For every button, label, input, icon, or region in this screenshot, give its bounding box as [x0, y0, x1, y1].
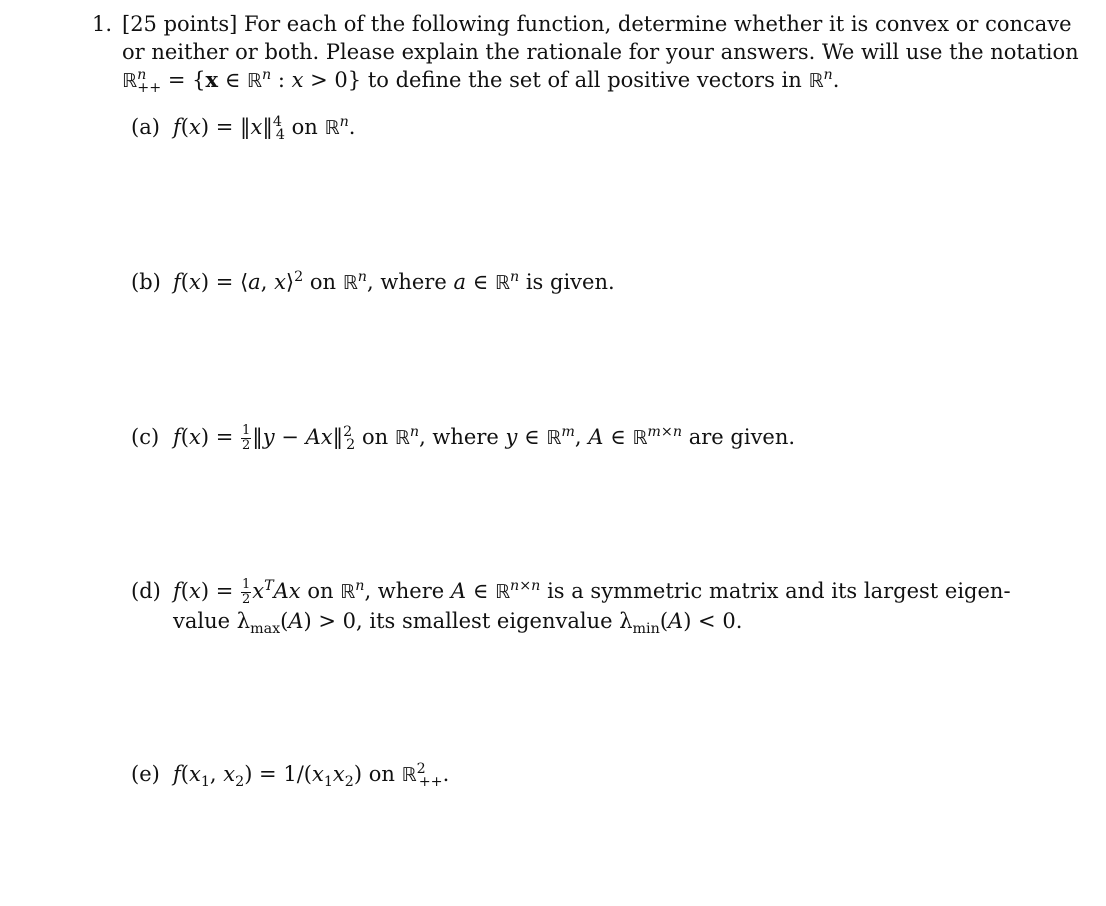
part-d-value: value [173, 608, 231, 633]
part-e-body: $f(x_1$, $x_2) = 1/(x_1x_2)$ on ℝ$^2_{++}$. [173, 761, 450, 791]
part-b-where: , where [367, 270, 447, 294]
part-d-symmetric: is a symmetric matrix and its largest eigen- [547, 579, 1011, 603]
part-d-label: (d) [131, 579, 161, 603]
part-c-label: (c) [131, 425, 160, 449]
part-a-label: (a) [131, 115, 160, 139]
part-d-body: f(x) = $\frac{1}{2}$ $x^TAx$ on ℝ$^n$, where A ∈ ℝ$^{n\times n}$ is a symmetric matrix and its largest eigen- value $\lambda_{max}(A) > 0$, its smallest eigenvalue $\lambda_{min}(A) < 0$. [173, 577, 1011, 637]
part-c-given: are given. [688, 425, 796, 449]
part-d-smallest: , its smallest eigenvalue [356, 608, 613, 633]
part-c-body: f(x) = $\frac{1}{2}$ ‖y − Ax‖$^2_2$ on ℝ$^n$, where y ∈ ℝ$^m$, A ∈ ℝ$^{m\times n}$ are given. [173, 423, 796, 454]
intro-line-2: or neither or both. Please explain the rationale for your answers. We will use the notation [122, 40, 1079, 64]
part-c-where: , where [419, 425, 499, 449]
part-c [131, 423, 795, 453]
part-c-on: on [361, 425, 389, 449]
part-b-on: on [309, 270, 337, 294]
part-b [131, 268, 615, 297]
part-e-label: (e) [131, 762, 160, 786]
positive-orthant-definition: ℝ$^n_{++}$ = {x ∈ ℝ$^n$ : x > 0} [122, 67, 362, 97]
one-half-fraction: $\frac{1}{2}$ [241, 423, 251, 453]
part-b-label: (b) [131, 270, 161, 294]
intro-line-3: ℝ$^n_{++}$ = {x ∈ ℝ$^n$ : x > 0} to define the set of all positive vectors in ℝ$^n$. [122, 67, 840, 97]
part-a [131, 113, 355, 142]
part-d-where: , where [364, 579, 445, 603]
part-e [131, 760, 449, 789]
one-half-fraction: $\frac{1}{2}$ [241, 577, 251, 607]
question-intro [122, 10, 1079, 97]
part-a-body: f(x) = ‖x‖$^4_4$ on ℝ$^n$. [173, 114, 356, 144]
part-d-on: on [307, 579, 334, 603]
part-d [131, 577, 1011, 635]
part-a-on: on [291, 115, 318, 139]
part-b-body: f(x) = ⟨a, x⟩$^2$ on ℝ$^n$, where a ∈ ℝ$^n$ is given. [173, 269, 615, 294]
question-number: 1. [92, 12, 113, 36]
part-e-on: on [368, 762, 395, 786]
intro-line-1: [25 points] For each of the following function, determine whether it is convex or concave [122, 12, 1072, 36]
intro-line-3-text: to define the set of all positive vectors in [367, 68, 802, 92]
part-b-given: is given. [525, 270, 615, 294]
